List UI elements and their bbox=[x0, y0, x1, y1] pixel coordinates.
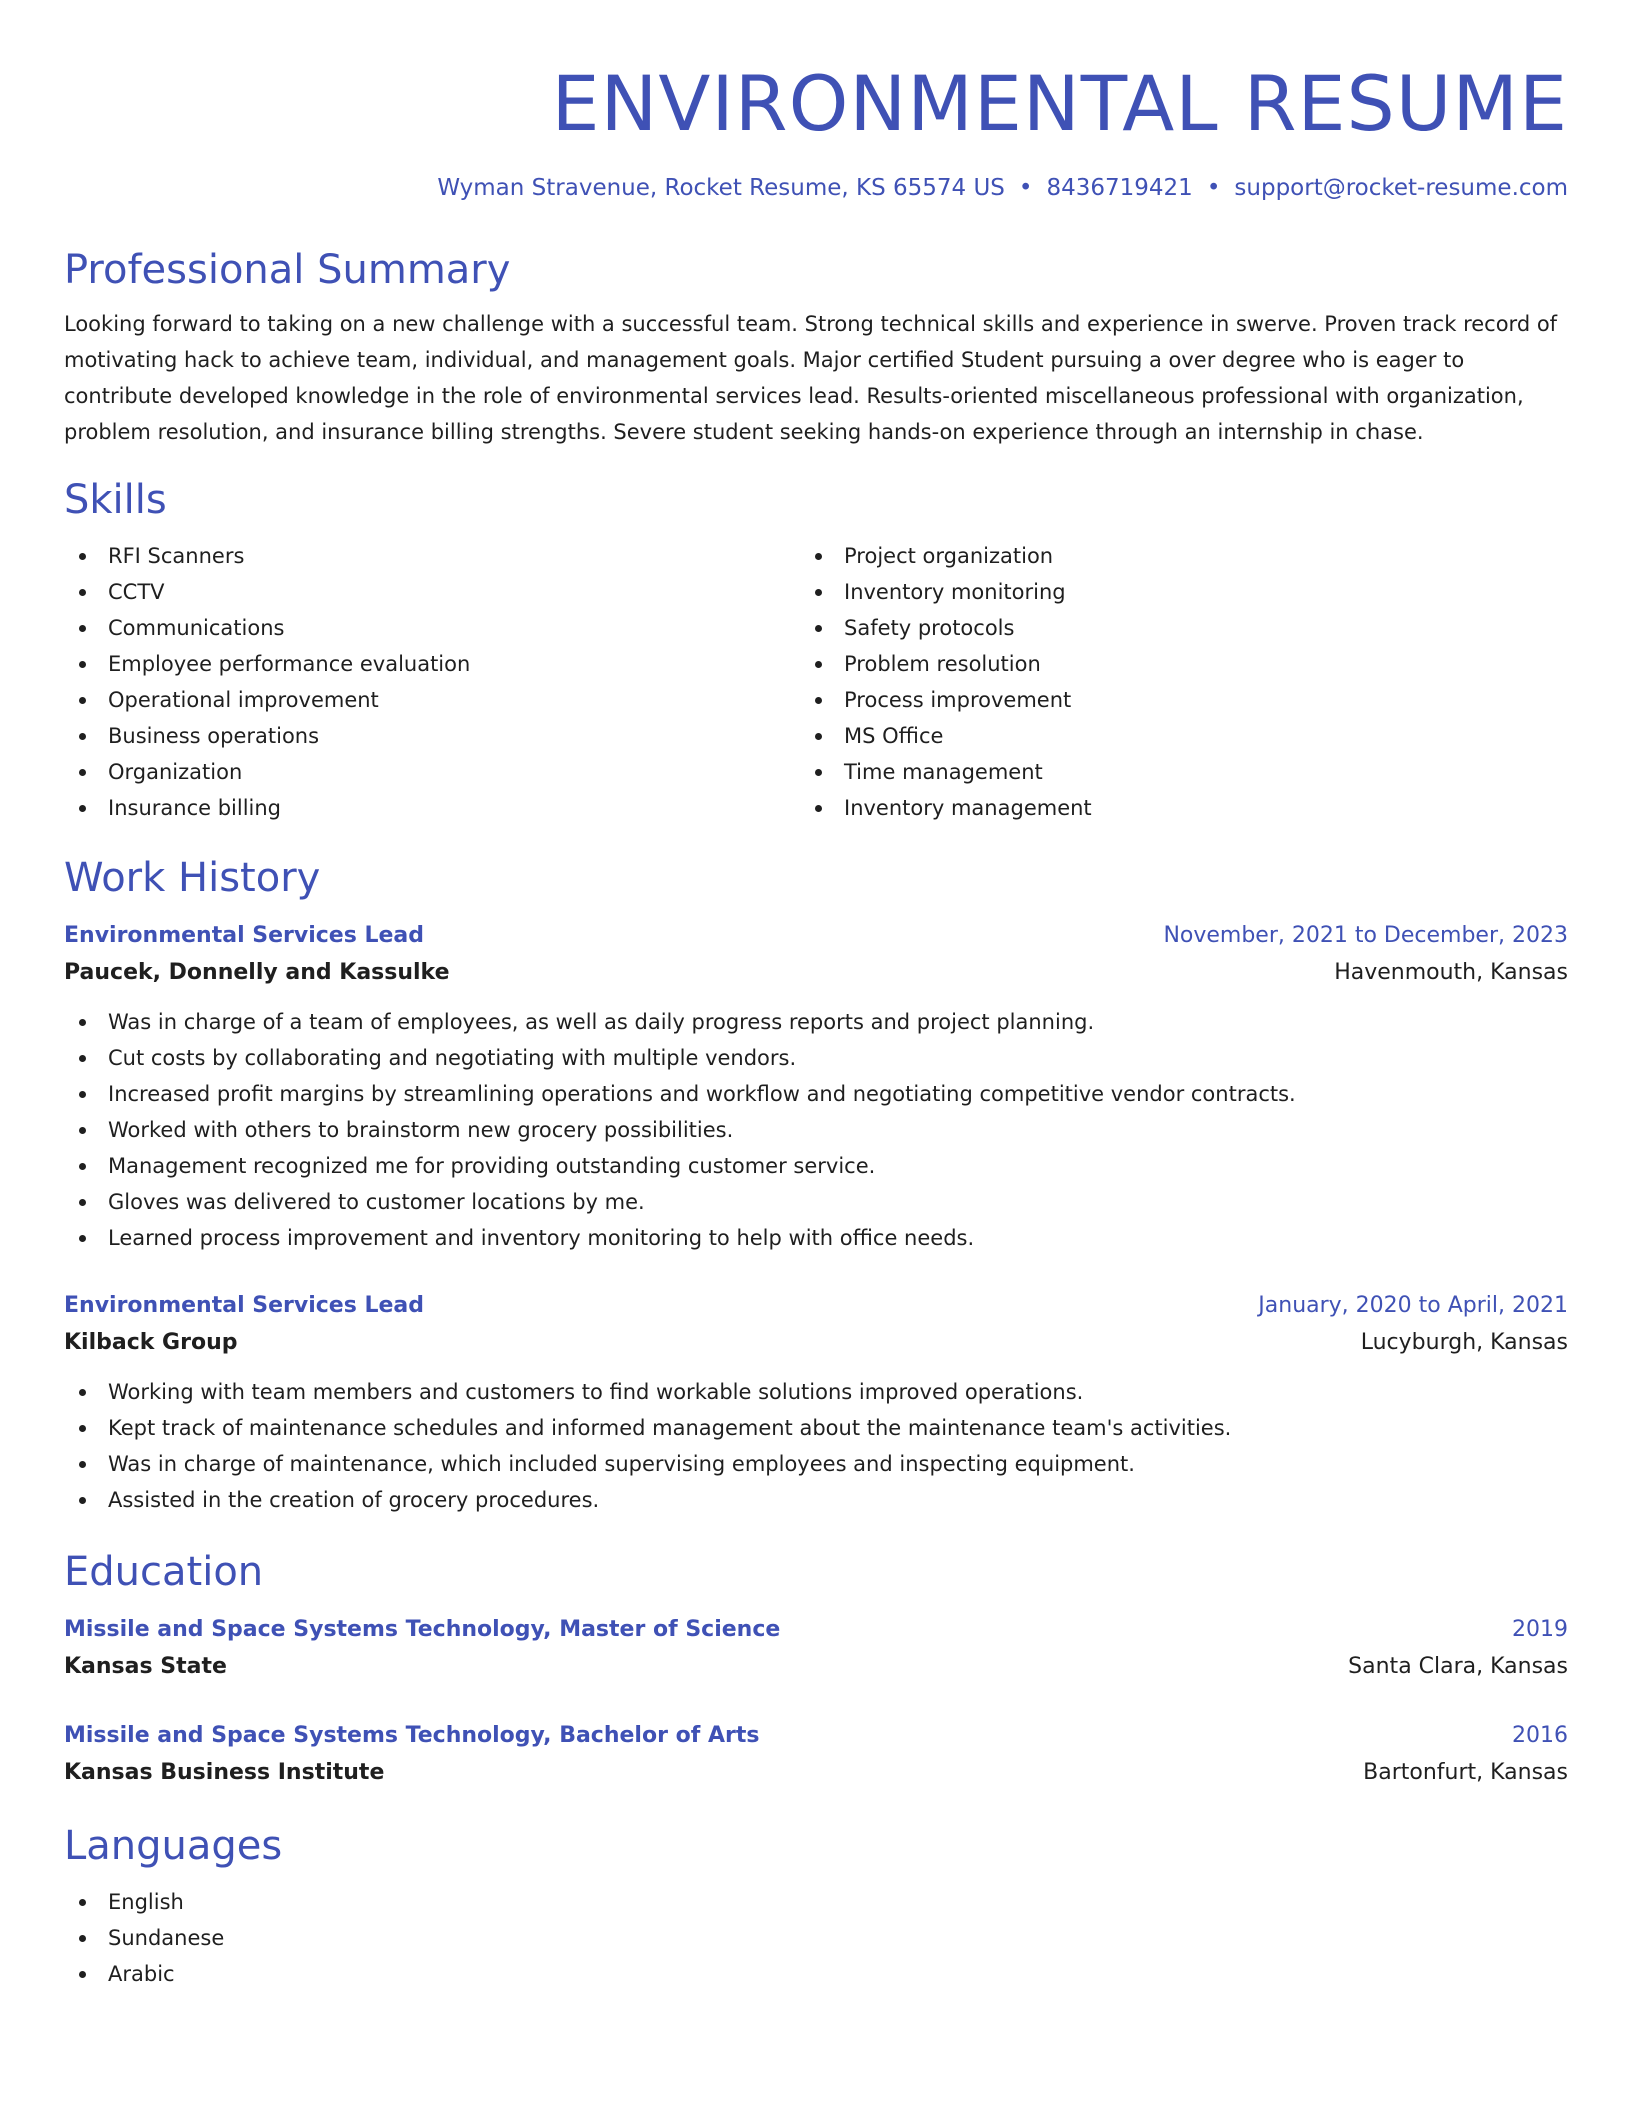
education-entry bbox=[64, 1718, 1568, 1792]
skill-item: Time management bbox=[800, 754, 1536, 790]
job-bullet: Learned process improvement and inventory monitoring to help with office needs. bbox=[64, 1220, 1568, 1256]
job-entry bbox=[64, 1288, 1568, 1518]
skill-item: Communications bbox=[64, 610, 800, 646]
languages-heading: Languages bbox=[64, 1823, 283, 1869]
skill-item: Inventory monitoring bbox=[800, 574, 1536, 610]
job-bullet: Was in charge of maintenance, which included supervising employees and inspecting equipment. bbox=[64, 1446, 1568, 1482]
job-bullets bbox=[64, 1374, 1568, 1518]
contact-email: support@rocket-resume.com bbox=[1234, 175, 1568, 201]
job-entry bbox=[64, 918, 1568, 1256]
skill-item: Business operations bbox=[64, 718, 800, 754]
job-bullet: Management recognized me for providing outstanding customer service. bbox=[64, 1148, 1568, 1184]
job-bullet: Assisted in the creation of grocery procedures. bbox=[64, 1482, 1568, 1518]
skill-item: Inventory management bbox=[800, 790, 1536, 826]
skill-item: Employee performance evaluation bbox=[64, 646, 800, 682]
school-name: Kansas State bbox=[64, 1654, 227, 1679]
resume-title: ENVIRONMENTAL RESUME bbox=[551, 59, 1568, 148]
skill-item: Organization bbox=[64, 754, 800, 790]
job-title: Environmental Services Lead bbox=[64, 1293, 425, 1318]
skills-column-right bbox=[800, 538, 1536, 826]
job-bullet: Gloves was delivered to customer locations by me. bbox=[64, 1184, 1568, 1220]
job-bullet: Worked with others to brainstorm new grocery possibilities. bbox=[64, 1112, 1568, 1148]
skill-item: MS Office bbox=[800, 718, 1536, 754]
language-item: Arabic bbox=[64, 1956, 1568, 1992]
job-bullet: Cut costs by collaborating and negotiating with multiple vendors. bbox=[64, 1040, 1568, 1076]
education-entry bbox=[64, 1612, 1568, 1686]
job-location: Lucyburgh, Kansas bbox=[1360, 1330, 1568, 1355]
skill-item: Problem resolution bbox=[800, 646, 1536, 682]
job-bullet: Increased profit margins by streamlining operations and workflow and negotiating competitive vendor contracts. bbox=[64, 1076, 1568, 1112]
education-heading: Education bbox=[64, 1549, 264, 1595]
skill-item: Project organization bbox=[800, 538, 1536, 574]
languages-list bbox=[64, 1884, 1568, 1992]
job-title: Environmental Services Lead bbox=[64, 923, 425, 948]
skills-list bbox=[64, 538, 1568, 826]
skill-item: Safety protocols bbox=[800, 610, 1536, 646]
language-item: English bbox=[64, 1884, 1568, 1920]
language-item: Sundanese bbox=[64, 1920, 1568, 1956]
contact-phone: 8436719421 bbox=[1046, 175, 1193, 201]
job-location: Havenmouth, Kansas bbox=[1334, 960, 1568, 985]
job-bullet: Kept track of maintenance schedules and informed management about the maintenance team's activities. bbox=[64, 1410, 1568, 1446]
work-history-heading: Work History bbox=[64, 855, 321, 901]
company-name: Paucek, Donnelly and Kassulke bbox=[64, 960, 450, 985]
job-dates: January, 2020 to April, 2021 bbox=[1258, 1293, 1568, 1318]
summary-text: Looking forward to taking on a new challenge with a successful team. Strong technical skills and experience in swerve. Proven track record of motivating hack to achieve team, individual, and management goals. Major certified Student pursuing a over degree who is eager to contribute developed knowledge in the role of environmental services lead. Results-oriented miscellaneous professional with organization, problem resolution, and insurance billing strengths. Severe student seeking hands-on experience through an internship in chase. bbox=[64, 312, 1558, 444]
school-location: Bartonfurt, Kansas bbox=[1363, 1760, 1568, 1785]
contact-address: Wyman Stravenue, Rocket Resume, KS 65574 US bbox=[437, 175, 1005, 201]
job-dates: November, 2021 to December, 2023 bbox=[1163, 923, 1568, 948]
contact-line bbox=[64, 172, 1568, 204]
skill-item: RFI Scanners bbox=[64, 538, 800, 574]
skill-item: Operational improvement bbox=[64, 682, 800, 718]
school-location: Santa Clara, Kansas bbox=[1348, 1654, 1568, 1679]
degree-title: Missile and Space Systems Technology, Master of Science bbox=[64, 1617, 781, 1642]
skills-heading: Skills bbox=[64, 477, 167, 523]
job-bullets bbox=[64, 1004, 1568, 1256]
graduation-year: 2016 bbox=[1512, 1723, 1568, 1748]
summary-heading: Professional Summary bbox=[64, 247, 511, 293]
skill-item: Insurance billing bbox=[64, 790, 800, 826]
skill-item: CCTV bbox=[64, 574, 800, 610]
separator-dot: • bbox=[1206, 175, 1221, 201]
graduation-year: 2019 bbox=[1512, 1617, 1568, 1642]
degree-title: Missile and Space Systems Technology, Bachelor of Arts bbox=[64, 1723, 760, 1748]
separator-dot: • bbox=[1018, 175, 1033, 201]
job-bullet: Working with team members and customers to find workable solutions improved operations. bbox=[64, 1374, 1568, 1410]
school-name: Kansas Business Institute bbox=[64, 1760, 385, 1785]
skill-item: Process improvement bbox=[800, 682, 1536, 718]
job-bullet: Was in charge of a team of employees, as well as daily progress reports and project planning. bbox=[64, 1004, 1568, 1040]
skills-column-left bbox=[64, 538, 800, 826]
company-name: Kilback Group bbox=[64, 1330, 238, 1355]
